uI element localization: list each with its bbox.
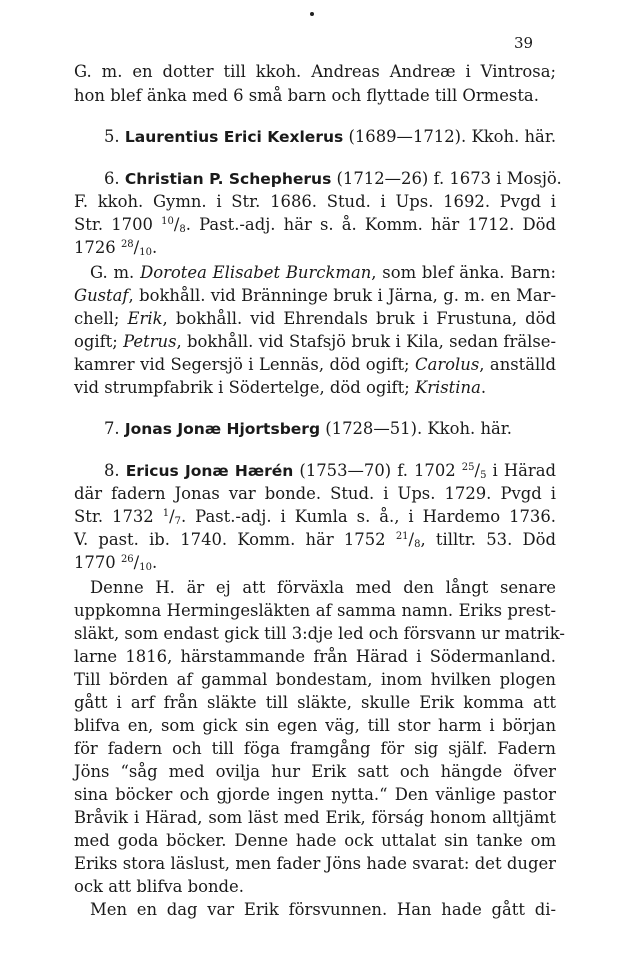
text-line: G. m. en dotter till kkoh. Andreas Andreæ i Vintrosa; [74,62,556,81]
text-line: kamrer vid Segersjö i Lennäs, död ogift; Carolus, anställd [74,355,556,374]
text-line: uppkomna Hermingesläkten af samma namn. Eriks prest- [74,601,556,620]
entry-7: 7. Jonas Jonæ Hjortsberg (1728—51). Kkoh. här. [104,419,513,438]
text-line: ock att blifva bonde. [74,877,244,896]
text-line: Eriks stora läslust, men fader Jöns hade svarat: det duger [74,854,556,873]
entry-6: 6. Christian P. Schepherus (1712—26) f. 1673 i Mosjö. [104,169,562,188]
entry-5: 5. Laurentius Erici Kexlerus (1689—1712). Kkoh. här. [104,127,557,146]
text-line: ogift; Petrus, bokhåll. vid Stafsjö bruk i Kila, sedan frälse- [74,332,556,351]
text-line: V. past. ib. 1740. Komm. här 1752 $^{21}/_8$, tilltr. 53. Död [74,530,556,550]
text-line: hon blef änka med 6 små barn och flyttade till Ormesta. [74,86,539,105]
text-line: släkt, som endast gick till 3:dje led och försvann ur matrik- [74,624,565,643]
text-line: gått i arf från släkte till släkte, skulle Erik komma att [74,693,556,712]
text-line: Gustaf, bokhåll. vid Bränninge bruk i Järna, g. m. en Mar- [74,286,556,305]
text-line: Str. 1732 $^1/_7$. Past.-adj. i Kumla s. å., i Hardemo 1736. [74,507,556,527]
text-line: Till börden af gammal bondestam, inom hvilken plogen [74,670,556,689]
print-mark [310,12,314,16]
text-line: Str. 1700 $^{10}/_8$. Past.-adj. här s. å. Komm. här 1712. Död [74,215,556,235]
text-line: med goda böcker. Denne hade ock uttalat sin tanke om [74,831,556,850]
text-line: larne 1816, härstammande från Härad i Södermanland. [74,647,556,666]
text-line: Bråvik i Härad, som läst med Erik, förság honom alltjämt [74,808,556,827]
text-line: där fadern Jonas var bonde. Stud. i Ups. 1729. Pvgd i [74,484,556,503]
text-line: chell; Erik, bokhåll. vid Ehrendals bruk i Frustuna, död [74,309,556,328]
text-line: blifva en, som gick sin egen väg, till stor harm i början [74,716,556,735]
text-line: Men en dag var Erik försvunnen. Han hade gått di- [90,900,556,919]
text-line: G. m. Dorotea Elisabet Burckman, som blef änka. Barn: [90,263,556,282]
text-line: Jöns “såg med ovilja hur Erik satt och hängde öfver [74,762,556,781]
entry-8: 8. Ericus Jonæ Hærén (1753—70) f. 1702 $^{25}/_5$ i Härad [104,461,556,481]
text-line: F. kkoh. Gymn. i Str. 1686. Stud. i Ups. 1692. Pvgd i [74,192,556,211]
text-line: 1726 $^{28}/_{10}$. [74,238,158,258]
text-line: för fadern och till föga framgång för sig själf. Fadern [74,739,556,758]
text-line: 1770 $^{26}/_{10}$. [74,553,158,573]
page-number: 39 [514,34,534,52]
text-line: vid strumpfabrik i Södertelge, död ogift; Kristina. [74,378,487,397]
text-line: sina böcker och gjorde ingen nytta.“ Den vänlige pastor [74,785,556,804]
text-line: Denne H. är ej att förväxla med den långt senare [90,578,556,597]
